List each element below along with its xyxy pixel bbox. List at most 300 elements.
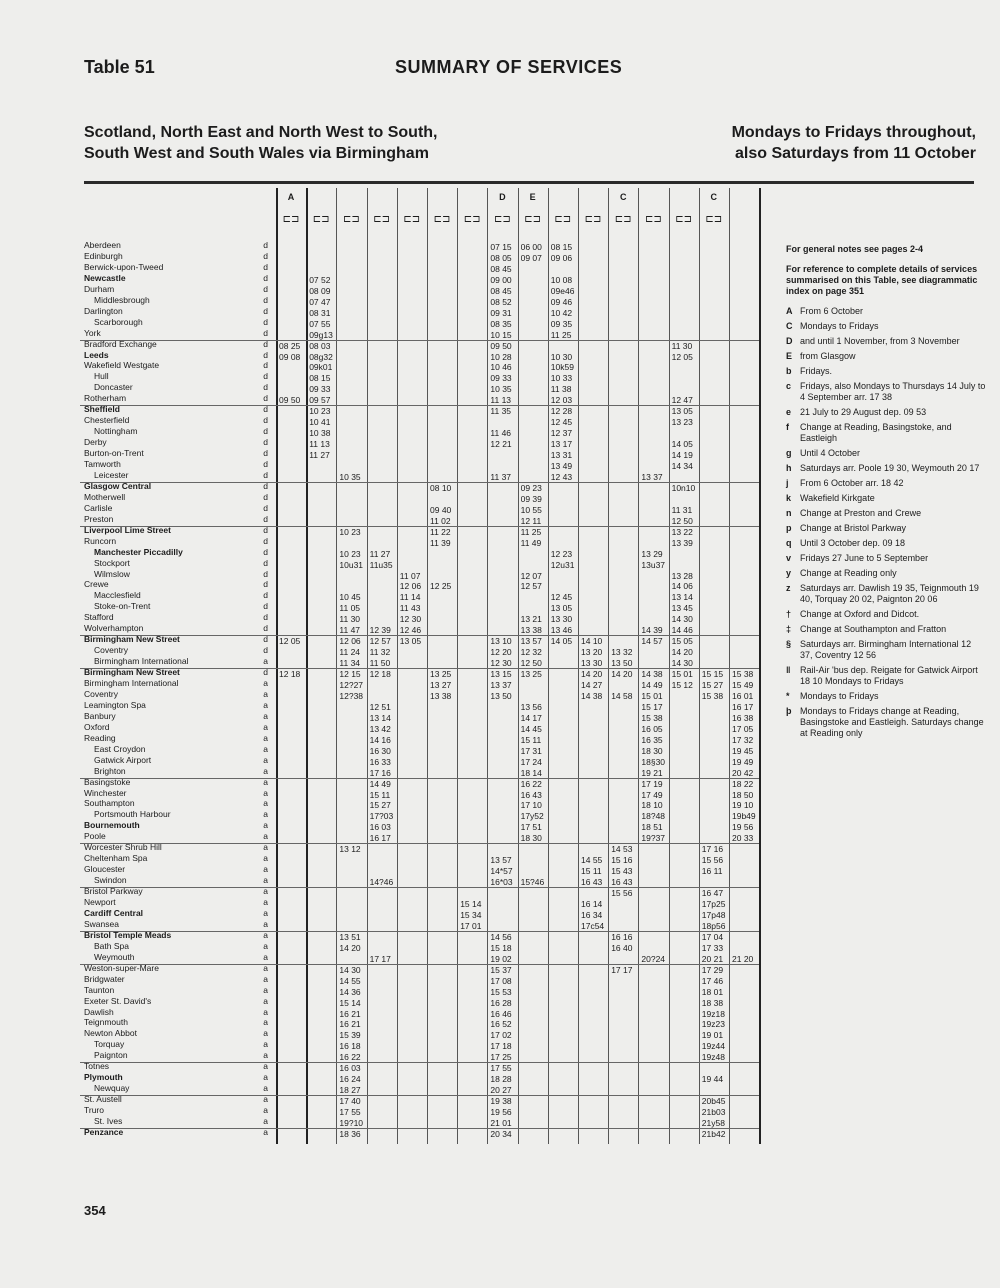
station-row [80, 634, 276, 644]
buffet-icon: ⊏⊐ [524, 214, 541, 225]
departure-time: 14 38 [641, 669, 663, 680]
departure-time: 12u31 [550, 559, 575, 570]
column-divider [669, 188, 670, 1144]
footnote-text: Mondays to Fridays [800, 321, 879, 331]
arr-dep-marker: d [263, 459, 268, 469]
station-row [80, 930, 276, 940]
departure-time: 18§30 [641, 756, 666, 767]
departure-time: 20 21 [701, 953, 724, 964]
departure-time: 17y52 [520, 811, 544, 822]
departure-time: 16 21 [339, 1008, 361, 1019]
departure-time: 13 12 [339, 844, 361, 855]
station-row [80, 1116, 276, 1126]
departure-time: 16 38 [732, 712, 754, 723]
departure-time: 15 18 [490, 942, 512, 953]
departure-time: 19b49 [732, 811, 756, 822]
footnote-key: z [786, 583, 791, 593]
arr-dep-marker: a [263, 820, 268, 831]
departure-time: 11 25 [550, 329, 572, 340]
station-row [80, 360, 276, 370]
station-row [80, 722, 276, 732]
arr-dep-marker: a [263, 864, 268, 875]
station-row [80, 470, 276, 480]
departure-time: 16 21 [339, 1019, 361, 1030]
departure-time: 15 49 [732, 680, 754, 690]
buffet-icon: ⊏⊐ [463, 214, 481, 225]
buffet-icon: ⊏⊐ [554, 214, 572, 225]
departure-time: 09 50 [279, 395, 301, 406]
arr-dep-marker: a [263, 721, 268, 732]
page-number: 354 [84, 1203, 106, 1218]
departure-time: 14 27 [581, 680, 603, 690]
column-code: A [287, 192, 295, 202]
footnote [786, 381, 986, 403]
departure-time: 19z48 [701, 1052, 725, 1063]
departure-time: 15 43 [611, 866, 633, 877]
departure-time: 13 05 [399, 636, 422, 647]
footnote [786, 336, 986, 347]
departure-time: 16 17 [369, 833, 391, 844]
arr-dep-marker: d [263, 305, 268, 316]
departure-time: 17 33 [701, 942, 724, 953]
arr-dep-marker: a [263, 831, 268, 842]
arr-dep-marker: a [263, 710, 268, 721]
station-row [80, 1094, 276, 1104]
footnote [786, 538, 986, 549]
departure-time: 18 28 [490, 1074, 512, 1085]
footnote [786, 568, 986, 579]
departure-time: 09 50 [490, 340, 512, 351]
departure-time: 14 16 [369, 734, 391, 745]
departure-time: 21b03 [701, 1107, 726, 1118]
departure-time: 10 45 [339, 592, 361, 603]
arr-dep-marker: a [263, 688, 268, 699]
station-name: Edinburgh [84, 250, 123, 261]
departure-time: 18 14 [520, 767, 542, 778]
departure-time: 15 27 [369, 800, 391, 811]
buffet-icon: ⊏⊐ [343, 214, 360, 225]
footnote-key: n [786, 508, 792, 518]
departure-time: 10 46 [490, 362, 512, 373]
arr-dep-marker: d [263, 513, 268, 524]
footnote-key: g [786, 448, 792, 458]
station-row [80, 897, 276, 907]
footnote-key: k [786, 493, 792, 503]
arr-dep-marker: a [263, 842, 268, 853]
departure-time: 13 38 [520, 625, 542, 636]
departure-time: 13 15 [490, 669, 512, 680]
station-name: Leicester [94, 469, 129, 480]
arr-dep-marker: d [263, 557, 268, 568]
station-name: Macclesfield [94, 590, 141, 601]
departure-time: 09e46 [550, 285, 575, 296]
footnote-key: § [786, 639, 792, 649]
departure-time: 14 30 [671, 614, 693, 625]
footnote-key: D [786, 336, 793, 346]
departure-time: 10 08 [550, 274, 573, 285]
departure-time: 11 13 [490, 395, 512, 406]
departure-time: 14 19 [671, 450, 693, 461]
station-name: Leeds [84, 349, 109, 360]
station-row [80, 1105, 276, 1115]
departure-time: 20 34 [490, 1128, 512, 1139]
station-row [80, 536, 276, 546]
station-name: Birmingham New Street [84, 634, 180, 645]
station-name: St. Ives [94, 1116, 123, 1126]
column-code: E [529, 192, 536, 202]
departure-time: 15 11 [369, 789, 391, 800]
footnote-key: y [786, 568, 792, 578]
arr-dep-marker: d [263, 371, 268, 382]
station-name: Coventry [94, 645, 129, 656]
station-name: Cheltenham Spa [84, 853, 148, 864]
departure-time: 20 33 [732, 833, 754, 844]
station-row [80, 809, 276, 819]
station-row [80, 974, 276, 984]
footnote [786, 508, 986, 519]
arr-dep-marker: a [263, 875, 268, 886]
departure-time: 10 23 [309, 406, 331, 417]
footnote [786, 448, 986, 459]
departure-time: 10 41 [309, 417, 331, 428]
station-name: Sheffield [84, 404, 120, 415]
station-name: York [84, 327, 101, 338]
departure-time: 10 38 [309, 428, 331, 439]
arr-dep-marker: d [263, 623, 268, 634]
departure-time: 09 33 [309, 384, 331, 395]
departure-time: 15 05 [671, 636, 693, 647]
departure-time: 07 55 [309, 318, 331, 329]
departure-time: 19?10 [339, 1118, 364, 1128]
station-row [80, 437, 276, 447]
departure-time: 14 20 [671, 647, 693, 658]
station-row [80, 459, 276, 469]
arr-dep-marker: d [263, 283, 268, 294]
station-name: Birmingham International [94, 656, 189, 667]
departure-time: 16 16 [611, 931, 633, 942]
footnote-text: For reference to complete details of services summarised on this Table, see diagrammatic index on page 351 [786, 264, 978, 296]
departure-time: 17 16 [701, 844, 724, 855]
station-row [80, 612, 276, 622]
validity-subtitle: Mondays to Fridays throughout, also Saturdays from 11 October [731, 124, 976, 162]
footnote-text: Until 4 October [800, 448, 861, 458]
station-row [80, 558, 276, 568]
station-row [80, 569, 276, 579]
departure-time: 14 05 [550, 636, 573, 647]
departure-time: 08 25 [279, 340, 301, 351]
arr-dep-marker: a [263, 907, 268, 918]
footnote [786, 639, 986, 661]
departure-time: 12 21 [490, 439, 512, 450]
departure-time: 13 27 [430, 680, 452, 690]
departure-time: 12 28 [550, 406, 573, 417]
departure-time: 14 06 [671, 581, 693, 592]
departure-time: 19z18 [701, 1008, 725, 1019]
station-name: Runcorn [84, 535, 117, 546]
arr-dep-marker: d [263, 448, 268, 459]
departure-time: 17?03 [369, 811, 394, 822]
departure-time: 16 22 [520, 778, 542, 789]
departure-time: 13 32 [611, 647, 633, 658]
station-name: Portsmouth Harbour [94, 809, 171, 820]
station-row [80, 426, 276, 436]
departure-time: 10n10 [671, 482, 696, 493]
departure-time: 14 56 [490, 931, 512, 942]
departure-time: 15 37 [490, 964, 512, 975]
station-row [80, 711, 276, 721]
departure-time: 21 20 [732, 953, 754, 964]
footnote-key: E [786, 351, 793, 361]
departure-time: 08 09 [309, 285, 331, 296]
footnote-text: Until 3 October dep. 09 18 [800, 538, 906, 548]
station-row [80, 678, 276, 688]
departure-time: 17 18 [490, 1041, 512, 1052]
station-row [80, 503, 276, 513]
departure-time: 11 50 [369, 658, 391, 669]
departure-time: 16 03 [339, 1063, 361, 1074]
station-name: Nottingham [94, 426, 138, 437]
footnote [786, 493, 986, 504]
station-name: Stoke-on-Trent [94, 601, 151, 612]
departure-time: 13 31 [550, 450, 573, 461]
departure-time: 13 51 [339, 931, 361, 942]
departure-time: 20 27 [490, 1085, 512, 1096]
footnote-key: v [786, 553, 792, 563]
footnote-key: A [786, 306, 793, 316]
departure-time: 12 39 [369, 625, 391, 636]
departure-time: 12 06 [399, 581, 422, 592]
station-row [80, 1050, 276, 1060]
departure-time: 14 20 [581, 669, 603, 680]
departure-time: 11 39 [430, 537, 451, 548]
arr-dep-marker: d [263, 502, 268, 513]
departure-time: 21y58 [701, 1118, 725, 1128]
departure-time: 19 38 [490, 1096, 512, 1107]
departure-time: 17c54 [581, 920, 605, 931]
departure-time: 17 32 [732, 734, 754, 745]
arr-dep-marker: d [263, 612, 268, 623]
departure-time: 13 50 [490, 690, 512, 701]
departure-time: 12 23 [550, 548, 573, 559]
buffet-icon: ⊏⊐ [312, 214, 330, 225]
departure-time: 12 32 [520, 647, 542, 658]
departure-time: 17 17 [369, 953, 391, 964]
station-name: Scarborough [94, 316, 143, 327]
footnote [786, 609, 986, 620]
departure-time: 16*03 [490, 877, 513, 888]
departure-time: 11 46 [490, 428, 512, 439]
departure-time: 18 27 [339, 1085, 361, 1096]
departure-time: 08 45 [490, 285, 512, 296]
departure-time: 17 10 [520, 800, 542, 811]
departure-time: 12 20 [490, 647, 512, 658]
departure-time: 16 28 [490, 997, 512, 1008]
arr-dep-marker: a [263, 699, 268, 710]
departure-time: 15?46 [520, 877, 545, 888]
footnote-text: Change at Reading, Basingstoke, and Eastleigh [800, 422, 952, 443]
departure-time: 09 07 [520, 252, 542, 263]
station-row [80, 645, 276, 655]
footnote [786, 553, 986, 564]
departure-time: 15 34 [460, 909, 482, 920]
departure-time: 18 30 [641, 745, 663, 756]
footnote-text: Wakefield Kirkgate [800, 493, 875, 503]
station-name: East Croydon [94, 743, 146, 754]
departure-time: 12 07 [520, 570, 542, 581]
departure-time: 14 39 [641, 625, 663, 636]
departure-time: 19 44 [701, 1074, 724, 1085]
station-name: Oxford [84, 721, 110, 732]
station-name: Aberdeen [84, 240, 121, 250]
arr-dep-marker: a [263, 1050, 268, 1061]
station-row [80, 1017, 276, 1027]
arr-dep-marker: a [263, 1072, 268, 1083]
station-name: Stockport [94, 557, 130, 568]
arr-dep-marker: d [263, 349, 268, 360]
footnote-key: j [786, 478, 789, 488]
departure-time: 13 38 [430, 690, 452, 701]
departure-time: 17 29 [701, 964, 724, 975]
arr-dep-marker: d [263, 338, 268, 349]
departure-time: 11 35 [490, 406, 512, 417]
departure-time: 12 25 [430, 581, 452, 592]
departure-time: 15 16 [611, 855, 633, 866]
departure-time: 15 27 [701, 680, 724, 690]
departure-time: 12 05 [279, 636, 301, 647]
departure-time: 14 58 [611, 690, 633, 701]
station-name: Glasgow Central [84, 480, 152, 491]
departure-time: 18 51 [641, 822, 663, 833]
departure-time: 16 05 [641, 723, 663, 734]
departure-time: 07 15 [490, 242, 512, 252]
departure-time: 20b45 [701, 1096, 726, 1107]
departure-time: 12 30 [490, 658, 512, 669]
station-name: Banbury [84, 710, 116, 721]
departure-time: 16 40 [611, 942, 633, 953]
departure-time: 11 27 [369, 548, 391, 559]
arr-dep-marker: d [263, 272, 268, 283]
departure-time: 16 43 [611, 877, 633, 888]
station-row [80, 317, 276, 327]
departure-time: 15 38 [641, 712, 663, 723]
station-name: Wakefield Westgate [84, 360, 160, 371]
footnote [786, 407, 986, 418]
departure-time: 15 39 [339, 1030, 361, 1041]
station-name: Penzance [84, 1126, 124, 1137]
station-row [80, 295, 276, 305]
departure-time: 12 18 [279, 669, 301, 680]
departure-time: 13 57 [490, 855, 512, 866]
arr-dep-marker: a [263, 798, 268, 809]
departure-time: 11 49 [520, 537, 542, 548]
departure-time: 13 20 [581, 647, 603, 658]
departure-time: 14 53 [611, 844, 633, 855]
buffet-icon: ⊏⊐ [282, 214, 300, 225]
departure-time: 15 56 [701, 855, 724, 866]
departure-time: 10 35 [339, 471, 361, 482]
station-row [80, 547, 276, 557]
footnote-text: Saturdays arr. Dawlish 19 35, Teignmouth 19 40, Torquay 20 02, Paignton 20 06 [800, 583, 979, 604]
station-name: Tamworth [84, 459, 121, 469]
station-name: Newquay [94, 1083, 130, 1094]
departure-time: 17 55 [339, 1107, 361, 1118]
departure-time: 12 37 [550, 428, 573, 439]
departure-time: 08 52 [490, 296, 512, 307]
departure-time: 19z44 [701, 1041, 725, 1052]
arr-dep-marker: d [263, 667, 268, 678]
departure-time: 21b42 [701, 1128, 726, 1139]
departure-time: 13 17 [550, 439, 573, 450]
departure-time: 17 51 [520, 822, 542, 833]
station-name: Middlesbrough [94, 294, 150, 305]
departure-time: 12 47 [671, 395, 693, 406]
station-row [80, 262, 276, 272]
station-row [80, 1007, 276, 1017]
arr-dep-marker: d [263, 645, 268, 656]
departure-time: 17 31 [520, 745, 542, 756]
arr-dep-marker: a [263, 754, 268, 765]
departure-time: 21 01 [490, 1118, 512, 1128]
departure-time: 13 05 [671, 406, 693, 417]
arr-dep-marker: d [263, 250, 268, 261]
departure-time: 15 14 [339, 997, 361, 1008]
footnote [786, 523, 986, 534]
departure-time: 16 30 [369, 745, 391, 756]
departure-time: 13 23 [671, 417, 693, 428]
arr-dep-marker: a [263, 1061, 268, 1072]
departure-time: 09 23 [520, 482, 542, 493]
arr-dep-marker: a [263, 886, 268, 897]
station-name: Newcastle [84, 272, 126, 283]
departure-time: 10 33 [550, 373, 573, 384]
arr-dep-marker: a [263, 1105, 268, 1116]
departure-time: 08 10 [430, 482, 452, 493]
departure-time: 17 55 [490, 1063, 512, 1074]
station-row [80, 328, 276, 338]
footnote-key: * [786, 691, 790, 701]
departure-time: 13 30 [550, 614, 573, 625]
departure-time: 12 15 [339, 669, 361, 680]
arr-dep-marker: d [263, 327, 268, 338]
footnote-text: Change at Southampton and Fratton [800, 624, 947, 634]
departure-time: 16 01 [732, 690, 754, 701]
footnote-text: Change at Preston and Crewe [800, 508, 922, 518]
station-name: Rotherham [84, 393, 127, 404]
station-name: Stafford [84, 612, 114, 623]
station-name: Teignmouth [84, 1017, 128, 1028]
footnote [786, 422, 986, 444]
departure-time: 12?27 [339, 680, 364, 690]
departure-time: 17 17 [611, 964, 633, 975]
arr-dep-marker: d [263, 404, 268, 415]
station-row [80, 240, 276, 250]
station-name: Swansea [84, 918, 119, 929]
departure-time: 06 00 [520, 242, 542, 252]
column-divider [276, 188, 278, 1144]
station-row [80, 963, 276, 973]
footnote [786, 264, 986, 297]
departure-time: 10 35 [490, 384, 512, 395]
footnote [786, 583, 986, 605]
station-name: Gatwick Airport [94, 754, 152, 765]
departure-time: 13 39 [671, 537, 693, 548]
departure-time: 12 30 [399, 614, 422, 625]
departure-time: 15 11 [520, 734, 542, 745]
station-name: Chesterfield [84, 415, 130, 426]
departure-time: 11 24 [339, 647, 361, 658]
station-row [80, 579, 276, 589]
departure-time: 17 16 [369, 767, 391, 778]
